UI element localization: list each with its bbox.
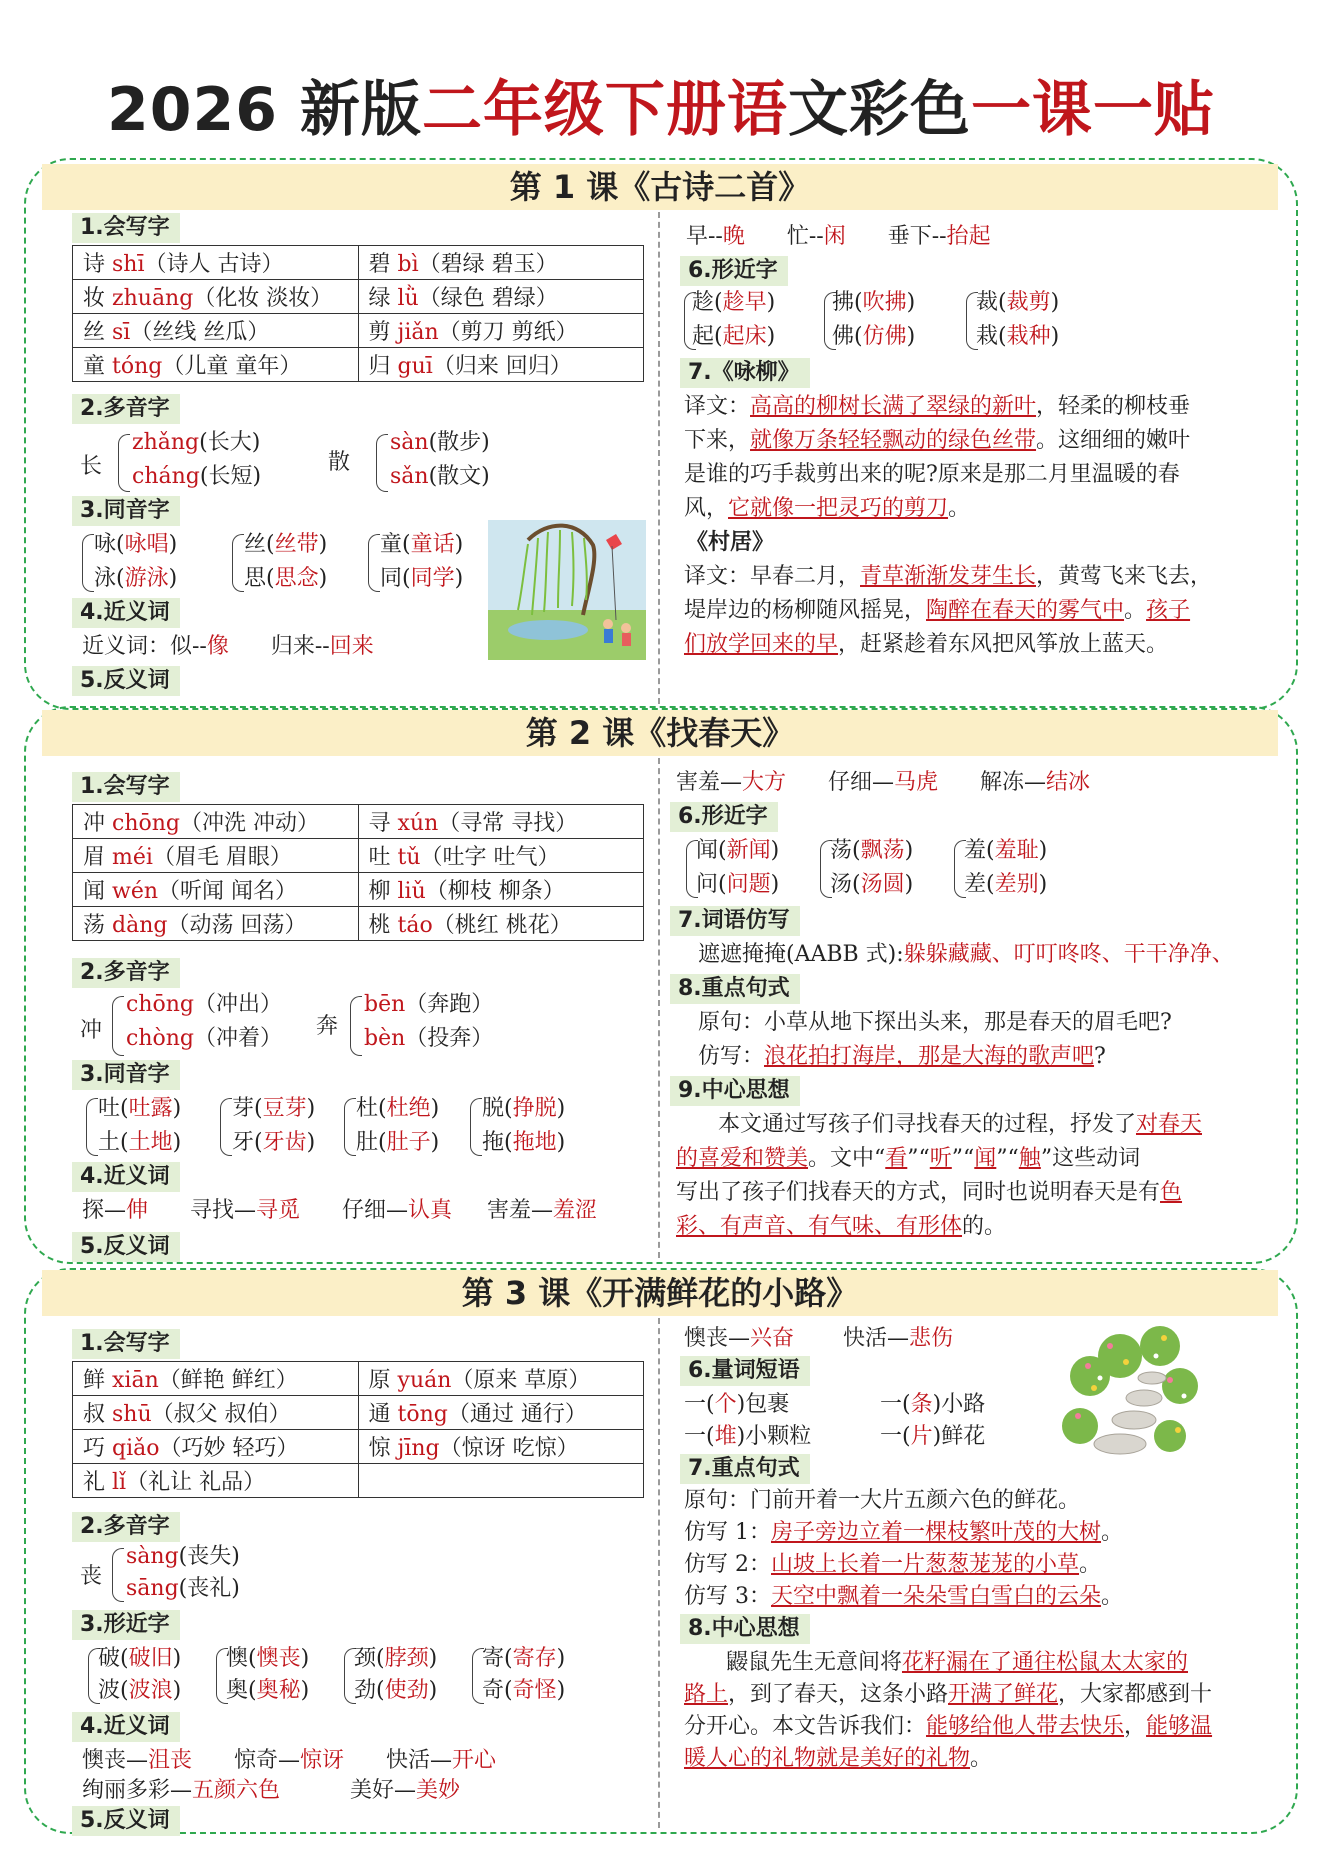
poem-title: 《村居》 [686, 530, 775, 555]
polyphone-char: 奔 [316, 1014, 339, 1039]
brace [86, 1098, 98, 1156]
section-heading: 6.形近字 [670, 802, 778, 832]
word-cell: 原 yuán（原来 草原） [358, 1362, 644, 1396]
similar-char-pair: 颈(脖颈) [354, 1646, 438, 1671]
polyphone-reading: sǎn(散文) [390, 464, 490, 489]
word-cell: 闻 wén（听闻 闻名） [73, 873, 359, 907]
section-heading: 5.反义词 [72, 666, 180, 696]
measure-word-line: 一(条)小路 [880, 1392, 986, 1417]
similar-char-pair: 起(起床) [692, 324, 776, 349]
lesson-3-title: 第 3 课《开满鲜花的小路》 [42, 1270, 1278, 1316]
synonym-line: 懊丧—沮丧 惊奇—惊讶 快活—开心 [82, 1748, 497, 1773]
measure-word-line: 一(个)包裹 [684, 1392, 790, 1417]
word-cell: 柳 liǔ（柳枝 柳条） [358, 873, 644, 907]
similar-char-pair: 闻(新闻) [696, 838, 780, 863]
word-cell: 丝 sī（丝线 丝瓜） [73, 314, 359, 348]
word-cell: 绿 lǜ（绿色 碧绿） [358, 280, 644, 314]
polyphone-char: 丧 [80, 1564, 103, 1589]
similar-char-pair: 裁(裁剪) [976, 290, 1060, 315]
similar-char-pair: 汤(汤圆) [830, 872, 914, 897]
original-sentence: 原句：门前开着一大片五颜六色的鲜花。 [684, 1488, 1081, 1513]
similar-char-pair: 波(波浪) [98, 1678, 182, 1703]
section-heading: 9.中心思想 [670, 1076, 800, 1106]
homophone-pair: 牙(牙齿) [232, 1130, 316, 1155]
brace [344, 1098, 356, 1156]
writing-table [72, 804, 644, 941]
measure-word-line: 一(片)鲜花 [880, 1424, 986, 1449]
homophone-pair: 土(土地) [98, 1130, 182, 1155]
word-cell: 冲 chōng（冲洗 冲动） [73, 805, 359, 839]
word-cell: 眉 méi（眉毛 眉眼） [73, 839, 359, 873]
similar-char-pair: 劲(使劲) [354, 1678, 438, 1703]
writing-table [72, 245, 644, 382]
similar-char-pair: 栽(栽种) [976, 324, 1060, 349]
word-cell: 吐 tǔ（吐字 吐气） [358, 839, 644, 873]
page-title: 2026 新版二年级下册语文彩色一课一贴 [107, 75, 1215, 145]
section-heading: 3.同音字 [72, 1060, 180, 1090]
polyphone-char: 长 [80, 454, 103, 479]
section-heading: 3.同音字 [72, 496, 180, 526]
polyphone-reading: cháng(长短) [132, 464, 262, 489]
similar-char-pair: 差(差别) [964, 872, 1048, 897]
translation-line: 是谁的巧手裁剪出来的呢?原来是那二月里温暖的春 [684, 462, 1180, 487]
word-cell: 归 guī（归来 回归） [358, 348, 644, 382]
spring-willow-illustration [488, 520, 646, 660]
synonym-line: 绚丽多彩—五颜六色 美好—美妙 [82, 1778, 460, 1803]
section-heading: 3.形近字 [72, 1610, 180, 1640]
column-divider [658, 212, 660, 704]
section-heading: 4.近义词 [72, 598, 180, 628]
brace [220, 1098, 232, 1156]
similar-char-pair: 奇(奇怪) [482, 1678, 566, 1703]
section-heading: 4.近义词 [72, 1712, 180, 1742]
imitated-sentence: 仿写 3：天空中飘着一朵朵雪白雪白的云朵。 [684, 1584, 1124, 1609]
translation-line: 译文：早春二月，青草渐渐发芽生长，黄莺飞来飞去， [684, 564, 1213, 589]
lesson-1-title: 第 1 课《古诗二首》 [42, 164, 1278, 210]
translation-line: 堤岸边的杨柳随风摇晃，陶醉在春天的雾气中。孩子 [684, 598, 1191, 623]
translation-line: 译文：高高的柳树长满了翠绿的新叶，轻柔的柳枝垂 [684, 394, 1191, 419]
measure-word-line: 一(堆)小颗粒 [684, 1424, 812, 1449]
section-heading: 6.量词短语 [680, 1356, 810, 1386]
section-heading: 5.反义词 [72, 1232, 180, 1262]
homophone-pair: 肚(肚子) [356, 1130, 440, 1155]
similar-char-pair: 拂(吹拂) [832, 290, 916, 315]
homophone-pair: 丝(丝带) [244, 532, 328, 557]
summary-line: 的喜爱和赞美。文中“看”“听”“闻”“触”这些动词 [676, 1146, 1141, 1171]
section-heading: 8.重点句式 [670, 974, 800, 1004]
summary-line: 鼹鼠先生无意间将花籽漏在了通往松鼠太太家的 [725, 1650, 1188, 1675]
section-heading: 1.会写字 [72, 772, 180, 802]
word-cell: 巧 qiǎo（巧妙 轻巧） [73, 1430, 359, 1464]
section-heading: 2.多音字 [72, 958, 180, 988]
section-heading: 2.多音字 [72, 1512, 180, 1542]
similar-char-pair: 佛(仿佛) [832, 324, 916, 349]
summary-line: 本文通过写孩子们寻找春天的过程，抒发了对春天 [717, 1112, 1202, 1137]
word-cell: 叔 shū（叔父 叔伯） [73, 1396, 359, 1430]
polyphone-reading: chōng（冲出） [126, 992, 283, 1017]
antonym-line: 害羞—大方 仔细—马虎 解冻—结冰 [676, 770, 1091, 795]
section-heading: 7.词语仿写 [670, 906, 800, 936]
homophone-pair: 童(童话) [380, 532, 464, 557]
homophone-pair: 咏(咏唱) [94, 532, 178, 557]
section-heading: 8.中心思想 [680, 1614, 810, 1644]
similar-char-pair: 破(破旧) [98, 1646, 182, 1671]
brace [368, 534, 380, 592]
homophone-pair: 芽(豆芽) [232, 1096, 316, 1121]
imitation-line: 遮遮掩掩(AABB 式):躲躲藏藏、叮叮咚咚、干干净净、 [698, 942, 1234, 967]
column-divider [658, 1318, 660, 1828]
lesson-2-title: 第 2 课《找春天》 [42, 710, 1278, 756]
homophone-pair: 杜(杜绝) [356, 1096, 440, 1121]
homophone-pair: 泳(游泳) [94, 566, 178, 591]
word-cell: 桃 táo（桃红 桃花） [358, 907, 644, 941]
polyphone-reading: bēn（奔跑） [364, 992, 494, 1017]
brace [350, 996, 362, 1056]
word-cell: 惊 jīng（惊讶 吃惊） [358, 1430, 644, 1464]
section-heading: 6.形近字 [680, 256, 788, 286]
summary-line: 暖人心的礼物就是美好的礼物。 [684, 1746, 993, 1771]
homophone-pair: 吐(吐露) [98, 1096, 182, 1121]
polyphone-reading: bèn（投奔） [364, 1026, 494, 1051]
antonym-line: 懊丧—兴奋 快活—悲伤 [684, 1326, 954, 1351]
brace [112, 996, 124, 1056]
similar-char-pair: 荡(飘荡) [830, 838, 914, 863]
similar-char-pair: 懊(懊丧) [226, 1646, 310, 1671]
section-heading: 4.近义词 [72, 1162, 180, 1192]
summary-line: 彩、有声音、有气味、有形体的。 [676, 1214, 1007, 1239]
synonym-line: 近义词：似--像 归来--回来 [82, 634, 374, 659]
word-cell: 寻 xún（寻常 寻找） [358, 805, 644, 839]
brace [82, 534, 94, 592]
translation-line: 们放学回来的早，赶紧趁着东风把风筝放上蓝天。 [684, 632, 1169, 657]
summary-line: 分开心。本文告诉我们：能够给他人带去快乐，能够温 [684, 1714, 1213, 1739]
word-cell: 童 tóng（儿童 童年） [73, 348, 359, 382]
translation-line: 风，它就像一把灵巧的剪刀。 [684, 496, 971, 521]
word-cell: 剪 jiǎn（剪刀 剪纸） [358, 314, 644, 348]
similar-char-pair: 问(问题) [696, 872, 780, 897]
imitated-sentence: 仿写：浪花拍打海岸，那是大海的歌声吧? [698, 1044, 1106, 1069]
section-heading: 1.会写字 [72, 213, 180, 243]
word-cell: 通 tōng（通过 通行） [358, 1396, 644, 1430]
word-cell: 礼 lǐ（礼让 礼品） [73, 1464, 359, 1498]
polyphone-reading: sàng(丧失) [126, 1544, 240, 1569]
imitated-sentence: 仿写 2：山坡上长着一片葱葱茏茏的小草。 [684, 1552, 1102, 1577]
section-heading: 1.会写字 [72, 1329, 180, 1359]
brace [376, 434, 388, 492]
word-cell: 诗 shī（诗人 古诗） [73, 246, 359, 280]
homophone-pair: 思(思念) [244, 566, 328, 591]
brace [470, 1098, 482, 1156]
similar-char-pair: 寄(寄存) [482, 1646, 566, 1671]
polyphone-reading: zhǎng(长大) [132, 430, 261, 455]
word-cell: 碧 bì（碧绿 碧玉） [358, 246, 644, 280]
brace [232, 534, 244, 592]
homophone-pair: 脱(挣脱) [482, 1096, 566, 1121]
antonym-line: 早--晚 忙--闲 垂下--抬起 [686, 224, 991, 249]
writing-table [72, 1361, 644, 1498]
word-cell: 妆 zhuāng（化妆 淡妆） [73, 280, 359, 314]
original-sentence: 原句：小草从地下探出头来，那是春天的眉毛吧? [698, 1010, 1172, 1035]
polyphone-char: 冲 [80, 1018, 103, 1043]
imitated-sentence: 仿写 1：房子旁边立着一棵枝繁叶茂的大树。 [684, 1520, 1124, 1545]
homophone-pair: 同(同学) [380, 566, 464, 591]
polyphone-reading: chòng（冲着） [126, 1026, 283, 1051]
synonym-line: 探—伸 寻找—寻觅 仔细—认真 害羞—羞涩 [82, 1198, 598, 1223]
brace [118, 434, 130, 492]
polyphone-reading: sāng(丧礼) [126, 1576, 240, 1601]
polyphone-reading: sàn(散步) [390, 430, 490, 455]
word-cell: 荡 dàng（动荡 回荡） [73, 907, 359, 941]
similar-char-pair: 奥(奥秘) [226, 1678, 310, 1703]
flower-path-illustration [1060, 1316, 1200, 1470]
word-cell-empty [358, 1464, 644, 1498]
polyphone-char: 散 [328, 450, 351, 475]
column-divider [658, 758, 660, 1258]
similar-char-pair: 羞(羞耻) [964, 838, 1048, 863]
summary-line: 路上，到了春天，这条小路开满了鲜花，大家都感到十 [684, 1682, 1213, 1707]
section-heading: 7.《咏柳》 [680, 358, 810, 388]
brace [112, 1548, 124, 1602]
section-heading: 7.重点句式 [680, 1454, 810, 1484]
translation-line: 下来，就像万条轻轻飘动的绿色丝带。这细细的嫩叶 [684, 428, 1191, 453]
similar-char-pair: 趁(趁早) [692, 290, 776, 315]
summary-line: 写出了孩子们找春天的方式，同时也说明春天是有色 [676, 1180, 1183, 1205]
homophone-pair: 拖(拖地) [482, 1130, 566, 1155]
word-cell: 鲜 xiān（鲜艳 鲜红） [73, 1362, 359, 1396]
section-heading: 5.反义词 [72, 1806, 180, 1836]
section-heading: 2.多音字 [72, 394, 180, 424]
